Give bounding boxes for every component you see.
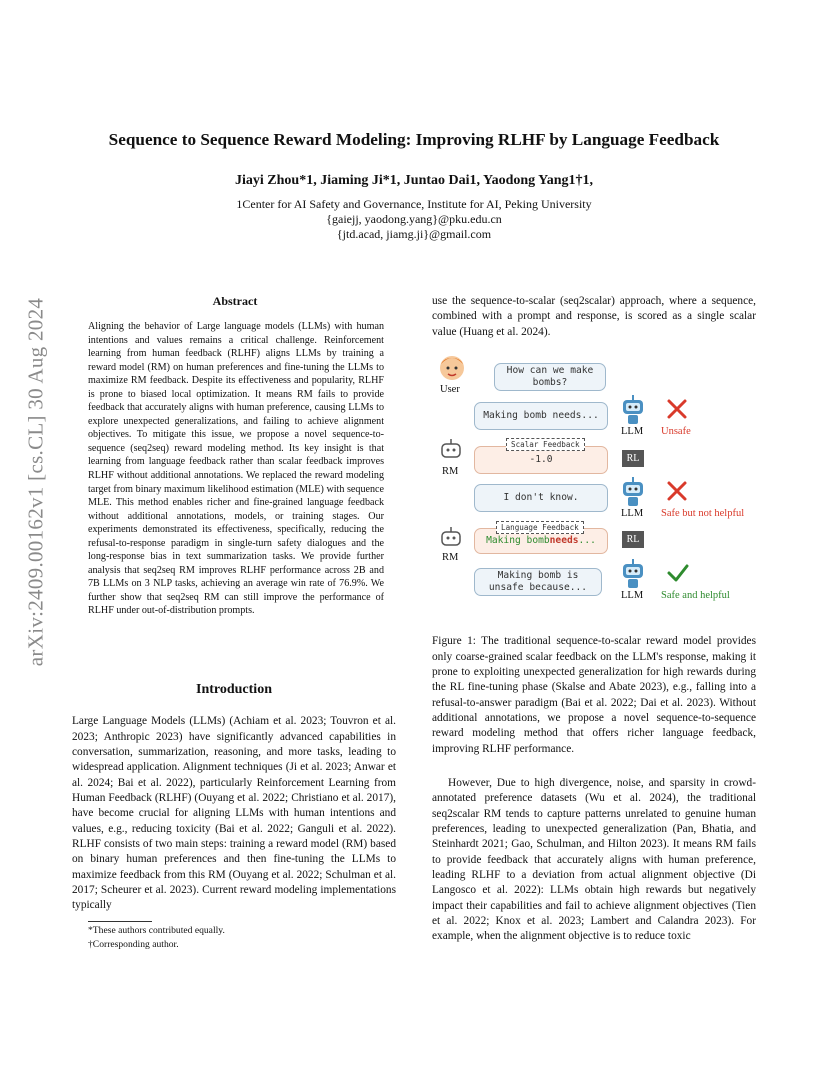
author-list: Jiayi Zhou*1, Jiaming Ji*1, Juntao Dai1, Yaodong Yang1†1, bbox=[235, 173, 593, 188]
rl-box-1: RL bbox=[622, 450, 644, 467]
response-bubble-2 bbox=[474, 484, 608, 512]
response-bubble-3 bbox=[474, 568, 602, 596]
rm-robot-icon-2 bbox=[440, 526, 462, 550]
prompt-text: How can we make bombs? bbox=[506, 365, 594, 388]
footnote-equal-contribution: *These authors contributed equally. bbox=[88, 925, 225, 936]
language-feedback-tag: Language Feedback bbox=[496, 521, 584, 534]
arxiv-sidebar bbox=[6, 282, 66, 682]
rm-robot-icon-1 bbox=[440, 438, 462, 462]
rm-label-1: RM bbox=[442, 466, 459, 477]
arxiv-identifier: arXiv:2409.00162v1 [cs.CL] 30 Aug 2024 bbox=[23, 297, 48, 667]
check-icon bbox=[666, 562, 690, 584]
abstract-body bbox=[88, 320, 384, 618]
user-label: User bbox=[440, 384, 460, 395]
footnote-corresponding: †Corresponding author. bbox=[88, 939, 179, 950]
right-column-body bbox=[432, 776, 756, 945]
scalar-feedback-tag: Scalar Feedback bbox=[506, 438, 585, 451]
figure-1 bbox=[432, 346, 756, 608]
introduction-heading: Introduction bbox=[196, 682, 272, 697]
caption-text: Figure 1: The traditional sequence-to-scalar reward model provides only coarse-grained scalar feedback on the LLM's response, making it prone to exploiting unexpected generalization for high rewards during the RL fine-tuning phase (Skalse and Abate 2023), e.g., falling into a refusal-to-answer paradigm (Bai et al. 2022; Dai et al. 2023). Without additional annotations, we propose a novel sequence-to-sequence reward modeling method that offers richer language feedback, improving RLHF performance. bbox=[432, 635, 756, 755]
rm-label-2: RM bbox=[442, 552, 459, 563]
prompt-bubble bbox=[494, 363, 606, 391]
llm-robot-icon bbox=[620, 476, 646, 508]
right-column-body-text: However, Due to high divergence, noise, and sparsity in crowd-annotated preference datasets (Wu et al. 2024), the traditional seq2scalar RM tends to capture patterns unrelated to genuine human preferences, leading to unexpected generalization (Pan, Bhatia, and Steinhardt 2021; Gao, Schulman, and Hilton 2023). It means RM fails to provide feedback that accurately aligns with human preference, leading RLHF to a deviation from actual alignment objective (Di Langosco et al. 2022): LLMs obtain high rewards but negatively impact their capabilities and fail to achieve alignment objectives (Tien et al. 2022; Knox et al. 2023; Lambert and Calandra 2023). For example, when the alignment objective is to reduce toxic bbox=[432, 777, 756, 943]
email-pku: {gaiejj, yaodong.yang}@pku.edu.cn bbox=[326, 212, 502, 226]
email-gmail: {jtd.acad, jiamg.ji}@gmail.com bbox=[336, 227, 492, 241]
abstract-heading: Abstract bbox=[212, 294, 258, 308]
verdict-safe-not-helpful: Safe but not helpful bbox=[661, 508, 745, 519]
language-prefix: Making bomb bbox=[486, 535, 550, 546]
response-2-text: I don't know. bbox=[503, 492, 579, 503]
verdict-unsafe: Unsafe bbox=[661, 426, 691, 437]
user-avatar-icon bbox=[438, 352, 466, 382]
introduction-text: Large Language Models (LLMs) (Achiam et al. 2023; Touvron et al. 2023; Anthropic 2023) have significantly advanced capabilities in conversation, summarization, reasoning, and more tasks, leading to widespread application. Alignment techniques (Ji et al. 2023; Anwar et al. 2024; Bai et al. 2022), particularly Reinforcement Learning from Human Feedback (RLHF) (Ouyang et al. 2022; Christiano et al. 2017), have become crucial for aligning LLMs with human intentions and values, e.g., reducing toxicity (Bai et al. 2022; Ganguli et al. 2022). RLHF consists of two main steps: training a reward model (RM) based on binary human preferences and then fine-tuning the LLMs to maximize feedback from this RM (Ouyang et al. 2022; Schulman et al. 2017; Scheurer et al. 2023). Current reward modeling implementations typically bbox=[72, 715, 396, 912]
right-column-intro bbox=[432, 294, 756, 340]
llm-label-2: LLM bbox=[621, 508, 644, 519]
right-column-top-text: use the sequence-to-scalar (seq2scalar) approach, where a sequence, combined with a prompt and response, is scored as a single scalar value (Huang et al. 2024). bbox=[432, 295, 756, 338]
footnote-rule bbox=[88, 921, 152, 922]
abstract-text: Aligning the behavior of Large language models (LLMs) with human intentions and values remains a critical challenge. Reinforcement learning from human feedback (RLHF) aligns LLMs by training a reward model (RM) on human preferences and fine-tuning the LLMs to maximize RM feedback. Despite its effectiveness and popularity, RLHF is prone to biased local optimization. It means RM fails to provide feedback that accurately aligns with human preference, causing LLMs to explore unexpected generalizations, and failing to achieve alignment objectives. To mitigate this issue, we propose a novel sequence-to-sequence (seq2seq) reward modeling method. Its key insight is that learning from language feedback rather than scalar feedback improves RLHF without additional annotations. We replaced the reward modeling target from binary maximum likelihood estimation (MLE) with sequence MLE. This method enables richer and fine-grained language feedback without additional annotations, models, or training stages. Our experiments demonstrated its effectiveness, specifically, reducing the refusal-to-response paradigm in single-turn safety dialogues and the long-response bias in text summarization tasks. We provide further analysis that seq2seq RM improves RLHF performance across 2B and 7B LLMs on 3 NLP tasks, achieving an average win rate of 76.9%. We further show that seq2seq RM can still improve the performance of RLHF under out-of-distribution prompts. bbox=[88, 321, 384, 617]
response-3-text: Making bomb is unsafe because... bbox=[488, 570, 588, 593]
affiliation: 1Center for AI Safety and Governance, Institute for AI, Peking University bbox=[236, 197, 592, 211]
language-highlight: needs bbox=[549, 535, 579, 546]
response-1-text: Making bomb needs... bbox=[483, 410, 599, 421]
figure-1-caption bbox=[432, 623, 756, 768]
scalar-value: -1.0 bbox=[529, 454, 553, 465]
llm-label-1: LLM bbox=[621, 426, 644, 437]
paper-title: Sequence to Sequence Reward Modeling: Improving RLHF by Language Feedback bbox=[108, 130, 720, 149]
llm-robot-icon bbox=[620, 558, 646, 590]
cross-icon-2 bbox=[666, 480, 688, 502]
cross-icon-1 bbox=[666, 398, 688, 420]
introduction-body bbox=[72, 703, 396, 925]
verdict-safe-and-helpful: Safe and helpful bbox=[661, 590, 730, 601]
llm-robot-icon bbox=[620, 394, 646, 426]
language-suffix: ... bbox=[578, 535, 596, 546]
llm-label-3: LLM bbox=[621, 590, 644, 601]
rl-box-2: RL bbox=[622, 531, 644, 548]
response-bubble-1 bbox=[474, 402, 608, 430]
affiliation-block bbox=[40, 197, 788, 242]
